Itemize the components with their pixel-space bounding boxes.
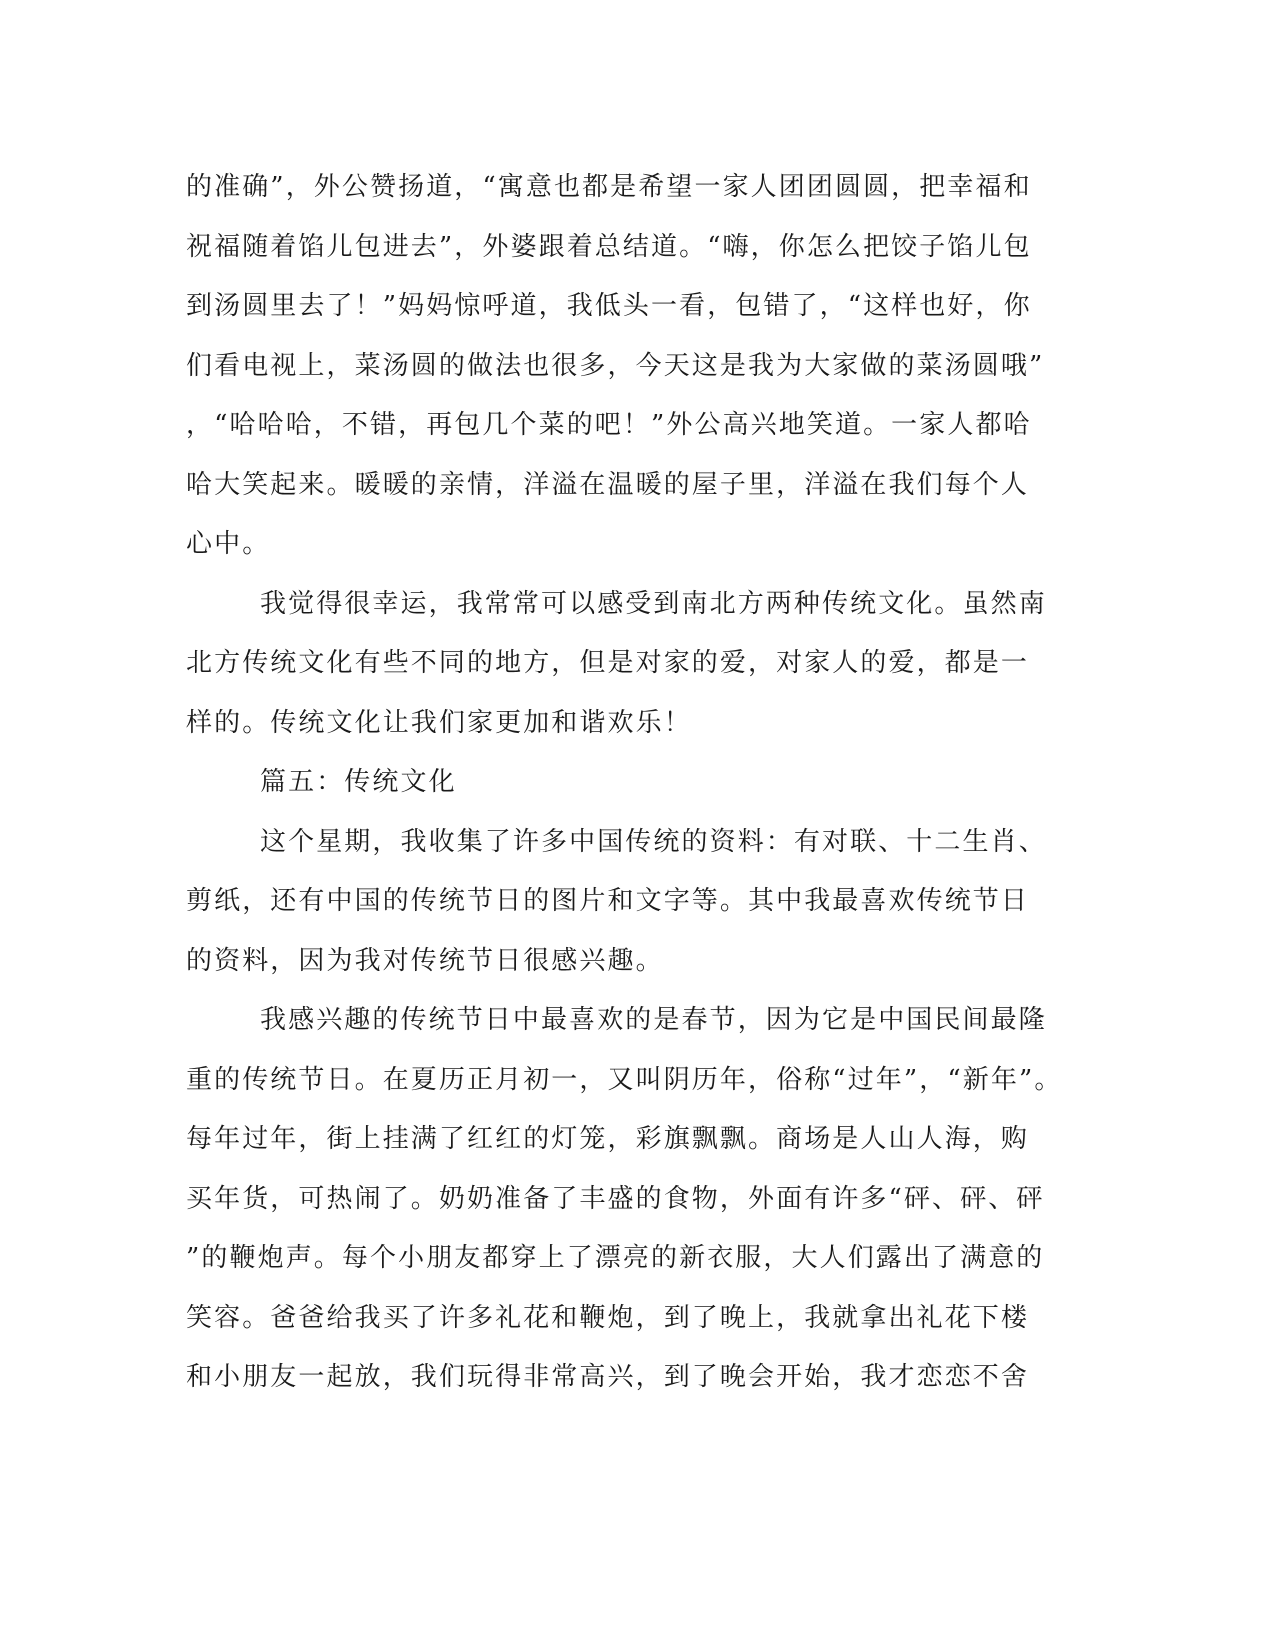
section-heading: 篇五：传统文化: [260, 767, 457, 797]
text-line: ”的鞭炮声。每个小朋友都穿上了漂亮的新衣服，大人们露出了满意的: [186, 1243, 1045, 1273]
text-line: 和小朋友一起放，我们玩得非常高兴，到了晚会开始，我才恋恋不舍: [186, 1362, 1030, 1392]
text-line: 心中。: [186, 529, 271, 559]
text-line: 我感兴趣的传统节日中最喜欢的是春节，因为它是中国民间最隆: [260, 1005, 1047, 1035]
text-line: 的资料，因为我对传统节日很感兴趣。: [186, 945, 664, 976]
text-line: 的准确”，外公赞扬道，“寓意也都是希望一家人团团圆圆，把幸福和: [186, 172, 1032, 202]
text-line: 这个星期，我收集了许多中国传统的资料：有对联、十二生肖、: [260, 826, 1047, 857]
text-line: 北方传统文化有些不同的地方，但是对家的爱，对家人的爱，都是一: [186, 648, 1030, 678]
text-line: 们看电视上，菜汤圆的做法也很多，今天这是我为大家做的菜汤圆哦”: [186, 350, 1045, 381]
text-line: ，“哈哈哈，不错，再包几个菜的吧！”外公高兴地笑道。一家人都哈: [186, 410, 1032, 440]
text-line: 买年货，可热闹了。奶奶准备了丰盛的食物，外面有许多“砰、砰、砰: [186, 1183, 1045, 1214]
text-line: 祝福随着馅儿包进去”，外婆跟着总结道。“嗨，你怎么把饺子馅儿包: [186, 231, 1032, 262]
text-line: 到汤圆里去了！”妈妈惊呼道，我低头一看，包错了，“这样也好，你: [186, 291, 1032, 321]
text-line: 重的传统节日。在夏历正月初一，又叫阴历年，俗称“过年”，“新年”。: [186, 1064, 1063, 1095]
text-line: 样的。传统文化让我们家更加和谐欢乐！: [186, 707, 692, 738]
text-line: 笑容。爸爸给我买了许多礼花和鞭炮，到了晚上，我就拿出礼花下楼: [186, 1302, 1030, 1333]
text-line: 我觉得很幸运，我常常可以感受到南北方两种传统文化。虽然南: [260, 588, 1047, 619]
text-line: 每年过年，街上挂满了红红的灯笼，彩旗飘飘。商场是人山人海，购: [186, 1124, 1030, 1154]
text-line: 剪纸，还有中国的传统节日的图片和文字等。其中我最喜欢传统节日: [186, 886, 1030, 916]
text-line: 哈大笑起来。暖暖的亲情，洋溢在温暖的屋子里，洋溢在我们每个人: [186, 469, 1030, 500]
document-body: [186, 158, 1066, 1408]
